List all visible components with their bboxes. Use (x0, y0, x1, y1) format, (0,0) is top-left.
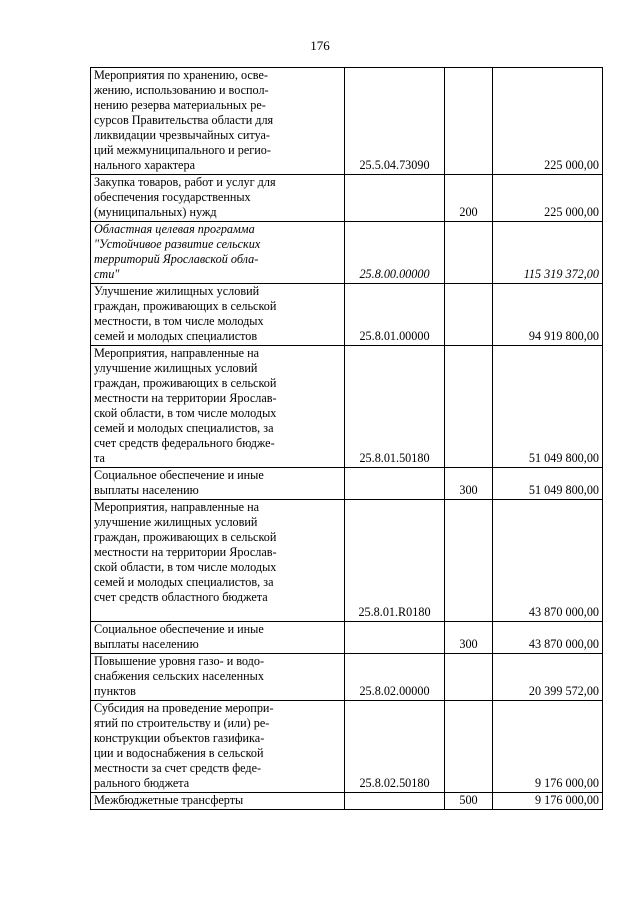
row-name-line: сурсов Правительства области для (94, 113, 274, 127)
row-sum-cell: 225 000,00 (493, 68, 603, 175)
row-sum-cell: 51 049 800,00 (493, 468, 603, 500)
row-name-line: Мероприятия, направленные на (94, 346, 260, 360)
row-name-line: Областная целевая программа (94, 222, 255, 236)
row-expense-type-cell (445, 701, 493, 793)
row-name-line: ской области, в том числе молодых (94, 406, 277, 420)
budget-table-body (91, 68, 603, 810)
row-name-cell (91, 284, 345, 346)
row-name-line: рального бюджета (94, 776, 190, 790)
row-name-line: Улучшение жилищных условий (94, 284, 260, 298)
row-name-line: конструкции объектов газифика- (94, 731, 265, 745)
table-row (91, 346, 603, 468)
row-expense-type-cell (445, 222, 493, 284)
row-expense-type-cell: 200 (445, 175, 493, 222)
row-name-line: местности на территории Ярослав- (94, 391, 277, 405)
row-code-cell (345, 468, 445, 500)
table-row (91, 701, 603, 793)
row-name-line: улучшение жилищных условий (94, 515, 258, 529)
row-name-cell (91, 346, 345, 468)
row-name-cell (91, 793, 345, 810)
row-sum-cell: 94 919 800,00 (493, 284, 603, 346)
table-row (91, 622, 603, 654)
row-name-cell (91, 68, 345, 175)
row-sum-cell: 51 049 800,00 (493, 346, 603, 468)
row-name-line: ской области, в том числе молодых (94, 560, 277, 574)
row-name-line: семей и молодых специалистов (94, 329, 258, 343)
row-name-cell (91, 622, 345, 654)
row-code-cell: 25.8.02.50180 (345, 701, 445, 793)
row-name-line: семей и молодых специалистов, за (94, 575, 274, 589)
row-expense-type-cell (445, 284, 493, 346)
row-sum-cell: 115 319 372,00 (493, 222, 603, 284)
table-row (91, 793, 603, 810)
row-name-line: счет средств федерального бюдже- (94, 436, 275, 450)
row-name-line: та (94, 451, 105, 465)
row-name-line: Социальное обеспечение и иные (94, 468, 264, 482)
table-row (91, 175, 603, 222)
row-name-line: местности, в том числе молодых (94, 314, 264, 328)
row-code-cell: 25.8.00.00000 (345, 222, 445, 284)
row-name-line: семей и молодых специалистов, за (94, 421, 274, 435)
row-name-line: "Устойчивое развитие сельских (94, 237, 261, 251)
row-name-cell (91, 701, 345, 793)
row-expense-type-cell (445, 346, 493, 468)
row-name-line: граждан, проживающих в сельской (94, 376, 277, 390)
row-expense-type-cell (445, 500, 493, 622)
row-name-cell (91, 222, 345, 284)
row-name-line: граждан, проживающих в сельской (94, 299, 277, 313)
row-sum-cell: 43 870 000,00 (493, 500, 603, 622)
row-expense-type-cell: 500 (445, 793, 493, 810)
row-code-cell: 25.8.01.00000 (345, 284, 445, 346)
row-sum-cell: 43 870 000,00 (493, 622, 603, 654)
row-code-cell: 25.8.01.50180 (345, 346, 445, 468)
row-name-cell (91, 654, 345, 701)
row-name-line: сти" (94, 267, 120, 281)
row-name-line: местности на территории Ярослав- (94, 545, 277, 559)
row-name-line: Мероприятия по хранению, осве- (94, 68, 268, 82)
row-name-line: (муниципальных) нужд (94, 205, 217, 219)
row-code-cell: 25.5.04.73090 (345, 68, 445, 175)
table-row (91, 222, 603, 284)
budget-table (90, 67, 603, 810)
row-expense-type-cell (445, 654, 493, 701)
row-name-line: нального характера (94, 158, 195, 172)
row-name-line: счет средств областного бюджета (94, 590, 268, 604)
row-code-cell: 25.8.02.00000 (345, 654, 445, 701)
row-code-cell (345, 622, 445, 654)
row-name-cell (91, 500, 345, 622)
row-code-cell: 25.8.01.R0180 (345, 500, 445, 622)
row-name-line: нению резерва материальных ре- (94, 98, 266, 112)
row-name-line: Закупка товаров, работ и услуг для (94, 175, 276, 189)
row-name-line: ций межмуниципального и регио- (94, 143, 271, 157)
row-name-line: Социальное обеспечение и иные (94, 622, 264, 636)
row-name-line: ликвидации чрезвычайных ситуа- (94, 128, 270, 142)
row-name-line: граждан, проживающих в сельской (94, 530, 277, 544)
row-name-line: ятий по строительству и (или) ре- (94, 716, 270, 730)
table-row (91, 500, 603, 622)
table-row (91, 284, 603, 346)
row-expense-type-cell: 300 (445, 468, 493, 500)
row-code-cell (345, 175, 445, 222)
row-name-line: Межбюджетные трансферты (94, 793, 244, 807)
row-name-line: местности за счет средств феде- (94, 761, 262, 775)
row-name-line: пунктов (94, 684, 136, 698)
row-expense-type-cell: 300 (445, 622, 493, 654)
table-row (91, 68, 603, 175)
row-name-cell (91, 175, 345, 222)
row-name-cell (91, 468, 345, 500)
page-number: 176 (310, 38, 330, 53)
row-expense-type-cell (445, 68, 493, 175)
table-row (91, 468, 603, 500)
row-sum-cell: 9 176 000,00 (493, 793, 603, 810)
row-name-line: снабжения сельских населенных (94, 669, 264, 683)
row-name-line: Повышение уровня газо- и водо- (94, 654, 265, 668)
row-name-line: обеспечения государственных (94, 190, 251, 204)
row-name-line: Мероприятия, направленные на (94, 500, 260, 514)
row-sum-cell: 225 000,00 (493, 175, 603, 222)
row-name-line: выплаты населению (94, 637, 199, 651)
row-name-line: Субсидия на проведение меропри- (94, 701, 274, 715)
row-sum-cell: 20 399 572,00 (493, 654, 603, 701)
row-name-line: ции и водоснабжения в сельской (94, 746, 264, 760)
row-name-line: территорий Ярославской обла- (94, 252, 259, 266)
row-name-line: улучшение жилищных условий (94, 361, 258, 375)
table-row (91, 654, 603, 701)
row-sum-cell: 9 176 000,00 (493, 701, 603, 793)
row-code-cell (345, 793, 445, 810)
row-name-line: выплаты населению (94, 483, 199, 497)
row-name-line: жению, использованию и воспол- (94, 83, 269, 97)
